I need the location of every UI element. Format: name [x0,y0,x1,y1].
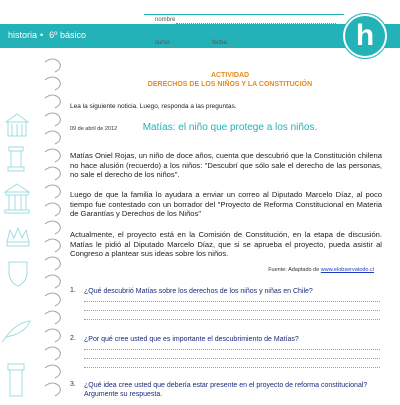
tower-icon [8,364,24,396]
news-headline: Matías: el niño que protege a los niños. [142,122,318,133]
news-source [268,267,374,273]
answer-line[interactable] [84,301,380,302]
course-field[interactable] [172,46,208,47]
activity-subtitle: DERECHOS DE LOS NIÑOS Y LA CONSTITUCIÓN [147,81,313,88]
source-link[interactable]: www.elobservatodo.cl [320,267,374,273]
shield-icon [9,262,27,286]
instructions: Lea la siguiente noticia. Luego, responda a las preguntas. [70,103,237,110]
news-paragraph-3: Actualmente, el proyecto está en la Comisión de Constitución, en la etapa de discusión. Matías le pidió al Diputado Marcelo Díaz, que si se aprueba el proyecto, pueda asistir al Congreso a plantear sus ideas sobre los niños. [70,230,382,258]
date-label: fecha [212,40,227,46]
question-text: ¿Qué idea cree usted que debería estar presente en el proyecto de reforma constitucional? Argumente su respuesta. [84,382,368,398]
subject-name: historia [8,30,38,40]
spiral-binding [43,52,65,400]
subject-label [8,30,86,40]
course-label: curso [155,40,170,46]
pillar-icon [8,147,24,171]
logo-letter: h [355,19,375,52]
answer-line[interactable] [84,349,380,350]
columns-icon [5,184,29,213]
news-paragraph-1: Matías Oniel Rojas, un niño de doce años, cuenta que descubrió que la Constitución chilena no hace alusión (recuerdo) a los niños: "Descubrí que sólo sale el derecho de las personas, no sale el derecho de los niños". [70,151,382,179]
name-label: nombre [155,17,176,23]
subject-separator: • [40,30,44,40]
question-text: ¿Por qué cree usted que es importante el descubrimiento de Matías? [84,336,299,343]
header-divider [144,14,344,15]
question-number: 1. [70,287,76,294]
activity-title: ACTIVIDAD [210,72,250,79]
answer-line[interactable] [84,367,380,368]
decorative-sidebar [0,52,40,400]
answer-line[interactable] [84,310,380,311]
question-text: ¿Qué descubrió Matías sobre los derechos de los niños y niñas en Chile? [84,288,313,295]
subject-bar [0,24,400,48]
grade-label: 6º básico [49,30,86,40]
source-label: Fuente: Adaptado de [268,267,320,273]
answer-line[interactable] [84,358,380,359]
quill-icon [2,321,30,342]
date-field[interactable] [230,46,336,47]
crown-icon [7,228,29,246]
logo-badge [343,14,387,58]
news-paragraph-2: Luego de que la familia lo ayudara a enviar un correo al Diputado Marcelo Díaz, al poco tiempo fue contestado con un borrador del "Proyecto de Reforma Constitucional en Materia de Garantías y Derechos de los Niños" [70,190,382,218]
question-number: 2. [70,335,76,342]
building-icon [6,114,28,136]
question-number: 3. [70,381,76,388]
name-field[interactable] [176,23,336,24]
answer-line[interactable] [84,319,380,320]
news-date: 09 de abril de 2012 [70,126,118,132]
